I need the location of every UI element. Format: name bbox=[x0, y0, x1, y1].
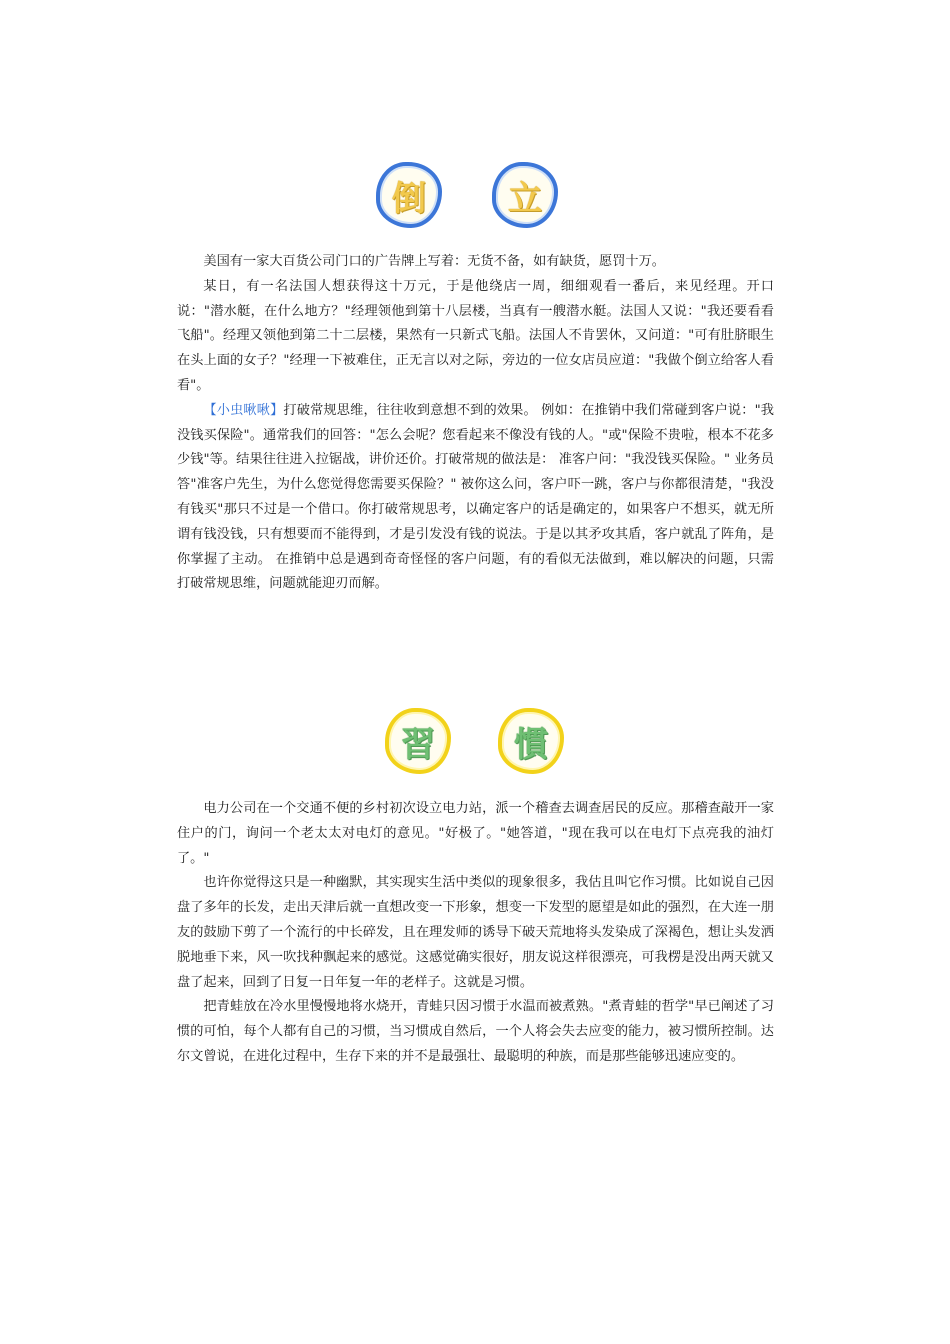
section-1-title bbox=[0, 162, 950, 232]
title-char-badge: 立 bbox=[492, 162, 558, 228]
title-char-badge: 倒 bbox=[376, 162, 442, 228]
title-char-badge: 慣 bbox=[498, 708, 564, 774]
section-1-body bbox=[177, 250, 774, 597]
paragraph bbox=[177, 399, 774, 597]
section-2-title bbox=[0, 708, 950, 778]
paragraph-text: 打破常规思维，往往收到意想不到的效果。 例如：在推销中我们常碰到客户说："我没钱买保险"。通常我们的回答："怎么会呢？您看起来不像没有钱的人。"或"保险不贵啦，根本不花多少钱"等。结果往往进入拉锯战，讲价还价。打破常规的做法是： 准客户问："我没钱买保险。" 业务员答"准客户先生，为什么您觉得您需要买保险？" 被你这么问，客户吓一跳，客户与你都很清楚，"我没有钱买"那只不过是一个借口。你打破常规思考，以确定客户的话是确定的，如果客户不想买，就无所谓有钱没钱，只有想要而不能得到，才是引发没有钱的说法。于是以其矛攻其盾，客户就乱了阵角，是你掌握了主动。 在推销中总是遇到奇奇怪怪的客户问题，有的看似无法做到，难以解决的问题，只需打破常规思维，问题就能迎刃而解。 bbox=[177, 402, 774, 592]
paragraph: 电力公司在一个交通不便的乡村初次设立电力站，派一个稽查去调查居民的反应。那稽查敲开一家住户的门，询问一个老太太对电灯的意见。"好极了。"她答道，"现在我可以在电灯下点亮我的油灯了。" bbox=[177, 801, 774, 866]
author-tag: 【小虫啾啾】 bbox=[203, 402, 284, 418]
paragraph: 也许你觉得这只是一种幽默，其实现实生活中类似的现象很多，我估且叫它作习惯。比如说自己因盘了多年的长发，走出天津后就一直想改变一下形象，想变一下发型的愿望是如此的强烈，在大连一朋友的鼓励下剪了一个流行的中长碎发，且在理发师的诱导下破天荒地将头发染成了深褐色，想让头发洒脱地垂下来，风一吹找种飘起来的感觉。这感觉确实很好，朋友说这样很漂亮，可我楞是没出两天就又盘了起来，回到了日复一日年复一年的老样子。这就是习惯。 bbox=[177, 875, 774, 990]
section-2-body bbox=[177, 797, 774, 1070]
paragraph: 美国有一家大百货公司门口的广告牌上写着：无货不备，如有缺货，愿罚十万。 bbox=[203, 254, 665, 269]
paragraph: 某日，有一名法国人想获得这十万元，于是他绕店一周，细细观看一番后，来见经理。开口说："潜水艇，在什么地方？"经理领他到第十八层楼，当真有一艘潜水艇。法国人又说："我还要看看飞船"。经理又领他到第二十二层楼，果然有一只新式飞船。法国人不肯罢休，又问道："可有肚脐眼生在头上面的女子？"经理一下被难住，正无言以对之际，旁边的一位女店员应道："我做个倒立给客人看看"。 bbox=[177, 278, 774, 393]
title-char-badge: 習 bbox=[385, 708, 451, 774]
paragraph: 把青蛙放在冷水里慢慢地将水烧开，青蛙只因习惯于水温而被煮熟。"煮青蛙的哲学"早已阐述了习惯的可怕，每个人都有自己的习惯，当习惯成自然后，一个人将会失去应变的能力，被习惯所控制。达尔文曾说，在进化过程中，生存下来的并不是最强壮、最聪明的种族，而是那些能够迅速应变的。 bbox=[177, 999, 774, 1064]
